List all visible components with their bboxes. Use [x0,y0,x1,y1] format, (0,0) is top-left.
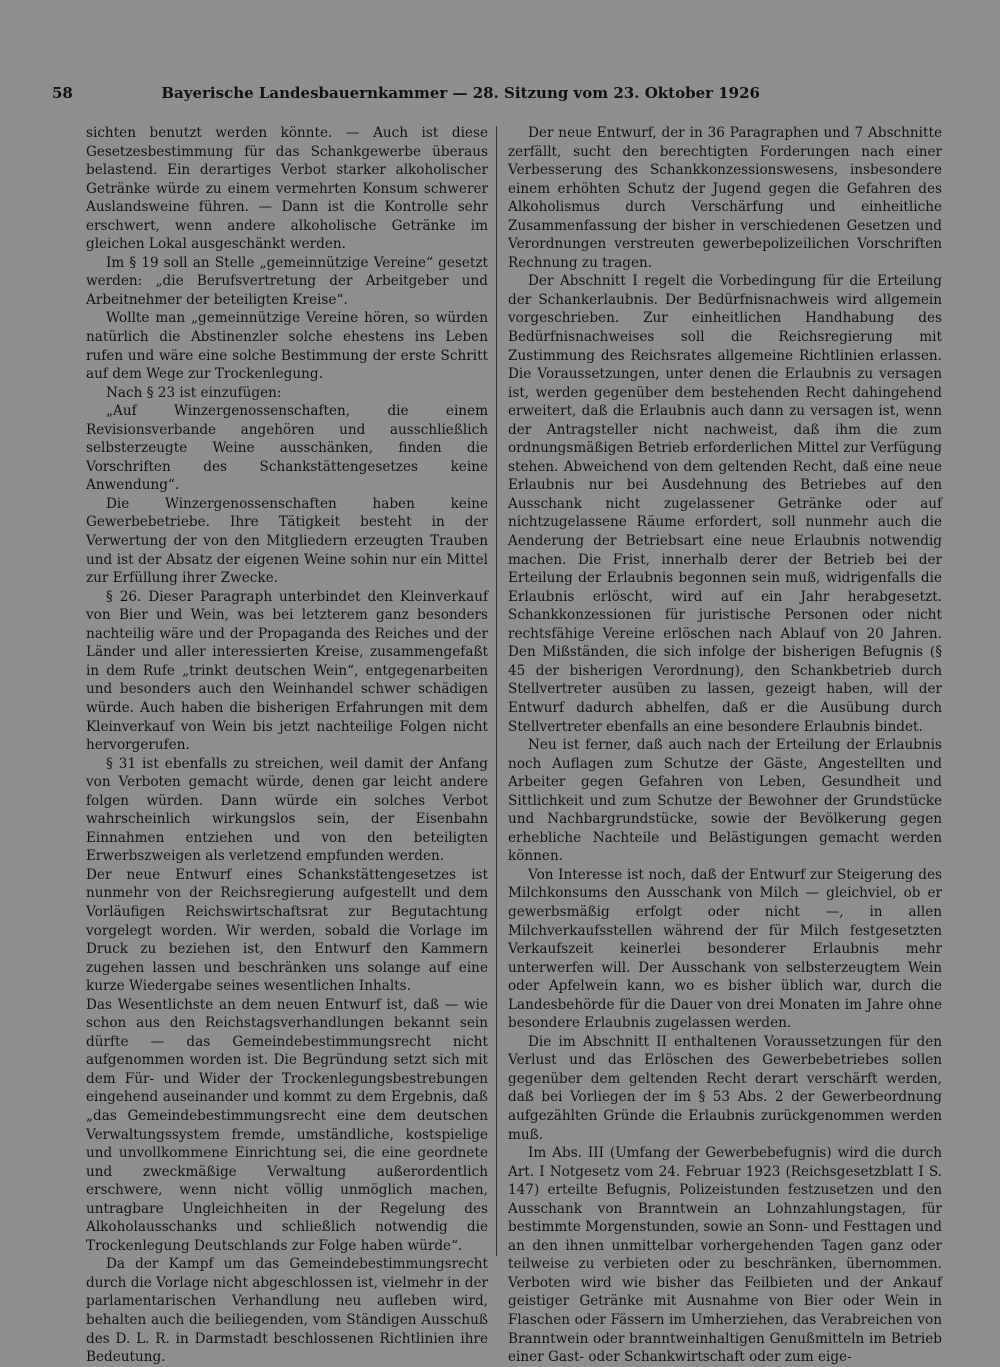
paragraph: Das Wesentlichste an dem neuen Entwurf ist, daß — wie schon aus den Reichstagsverhandlungen bekannt sein dürfte — das Gemeindebestimmungsrecht nicht aufgenommen worden ist. Die Begründung setzt sich mit dem Für- und Wider der Trockenlegungsbestrebungen eingehend auseinander und kommt zu dem Ergebnis, daß „das Gemeindebestimmungsrecht eine dem deutschen Verwaltungssystem fremde, umständliche, kostspielige und unvollkommene Einrichtung sei, die eine geordnete und zweckmäßige Verwaltung außerordentlich erschwere, wenn nicht völlig unmöglich machen, untragbare Ungleichheiten in der Regelung des Alkoholausschanks und schließlich notwendig die Trockenlegung Deutschlands zur Folge haben würde“. [86,996,488,1254]
column-divider [496,126,497,1256]
paragraph: § 26. Dieser Paragraph unterbindet den Kleinverkauf von Bier und Wein, was bei letzterem ganz besonders nachteilig wäre und der Propaganda des Reiches und der Länder und aller interessierten Kreise, zusammengefaßt in dem Rufe „trinkt deutschen Wein“, entgegenarbeiten und besonders auch den Weinhandel schwer schädigen würde. Auch haben die bisherigen Erfahrungen mit dem Kleinverkauf von Wein bis jetzt nachteilige Folgen nicht hervorgerufen. [86,588,488,754]
paragraph: Die im Abschnitt II enthaltenen Voraussetzungen für den Verlust und das Erlöschen des Gewerbebetriebes sollen gegenüber dem geltenden Recht derart verschärft werden, daß bei Vorliegen der im § 53 Abs. 2 der Gewerbeordnung aufgezählten Gründe die Erlaubnis zurückgenommen werden muß. [508,1033,942,1143]
paragraph: Die Winzergenossenschaften haben keine Gewerbebetriebe. Ihre Tätigkeit besteht in der Verwertung der von den Mitgliedern erzeugten Trauben und ist der Absatz der eigenen Weine sohin nur ein Mittel zur Erfüllung ihrer Zwecke. [86,495,488,587]
paragraph: Der neue Entwurf eines Schankstättengesetzes ist nunmehr von der Reichsregierung aufgestellt und dem Vorläufigen Reichswirtschaftsrat zur Begutachtung vorgelegt worden. Wir werden, sobald die Vorlage im Druck zu beziehen ist, den Entwurf den Kammern zugehen lassen und beschränken uns solange auf eine kurze Wiedergabe seines wesentlichen Inhalts. [86,866,488,995]
paragraph: § 31 ist ebenfalls zu streichen, weil damit der Anfang von Verboten gemacht würde, denen gar leicht andere folgen würden. Dann würde ein solches Verbot wahrscheinlich wirkungslos sein, der Eisenbahn Einnahmen entziehen und von den beteiligten Erwerbszweigen als verletzend empfunden werden. [86,755,488,865]
paragraph: Nach § 23 ist einzufügen: [106,384,282,401]
paragraph: Der Abschnitt I regelt die Vorbedingung für die Erteilung der Schankerlaubnis. Der Bedürfnisnachweis wird allgemein vorgeschrieben. Zur einheitlichen Handhabung des Bedürfnisnachweises soll die Reichsregierung mit Zustimmung des Reichsrates allgemeine Richtlinien erlassen. Die Voraussetzungen, unter denen die Erlaubnis zu versagen ist, werden gegenüber dem bestehenden Recht dahingehend erweitert, daß die Erlaubnis auch dann zu versagen ist, wenn der Antragsteller nicht nachweist, daß ihm die zum ordnungsmäßigen Betrieb erforderlichen Mittel zur Verfügung stehen. Abweichend von dem geltenden Recht, daß eine neue Erlaubnis nur bei Ausdehnung des Betriebes auf den Ausschank nicht zugelassener Getränke oder auf nichtzugelassene Räume erfordert, soll nunmehr auch die Aenderung der Betriebsart eine neue Erlaubnis notwendig machen. Die Frist, innerhalb derer der Betrieb bei der Erteilung der Erlaubnis begonnen sein muß, widrigenfalls die Erlaubnis erlöscht, wird auf ein Jahr herabgesetzt. Schankkonzessionen für juristische Personen oder nicht rechtsfähige Vereine erlöschen nach Ablauf von 20 Jahren. Den Mißständen, die sich infolge der bisherigen Befugnis (§ 45 der bisherigen Verordnung), den Schankbetrieb durch Stellvertreter ausüben zu lassen, gezeigt haben, will der Entwurf dadurch abhelfen, daß er die Ausübung durch Stellvertreter ebenfalls an eine besondere Erlaubnis bindet. [508,273,942,735]
paragraph: Wollte man „gemeinnützige Vereine hören, so würden natürlich die Abstinenzler solche ehestens ins Leben rufen und wäre eine solche Bestimmung der erste Schritt auf dem Wege zur Trockenlegung. [86,310,488,383]
paragraph: sichten benutzt werden könnte. — Auch ist diese Gesetzesbestimmung für das Schankgewerbe überaus belastend. Ein derartiges Verbot starker alkoholischer Getränke würde zu einem vermehrten Konsum schwerer Auslandsweine führen. — Dann ist die Kontrolle sehr erschwert, wenn andere alkoholische Getränke im gleichen Lokal ausgeschänkt werden. [86,125,488,253]
paragraph: Da der Kampf um das Gemeindebestimmungsrecht durch die Vorlage nicht abgeschlossen ist, vielmehr in der parlamentarischen Verhandlung neu aufleben wird, behalten auch die beiliegenden, vom Ständigen Ausschuß des D. L. R. in Darmstadt beschlossenen Richtlinien ihre Bedeutung. [86,1256,488,1366]
paragraph: „Auf Winzergenossenschaften, die einem Revisionsverbande angehören und ausschließlich selbsterzeugte Weine ausschänken, finden die Vorschriften des Schankstättengesetzes keine Anwendung“. [86,403,488,494]
paragraph: Neu ist ferner, daß auch nach der Erteilung der Erlaubnis noch Auflagen zum Schutze der Gäste, Angestellten und Arbeiter gegen Gefahren von Leben, Gesundheit und Sittlichkeit und zum Schutze der Bewohner der Grundstücke und Nachbargrundstücke, sowie der Bevölkerung gegen erhebliche Nachteile und Belästigungen gemacht werden können. [508,737,942,865]
paragraph: Im § 19 soll an Stelle „gemeinnützige Vereine“ gesetzt werden: „die Berufsvertretung der Arbeitgeber und Arbeitnehmer der beteiligten Kreise“. [86,254,488,308]
left-column [86,124,488,1367]
paragraph: Der neue Entwurf, der in 36 Paragraphen und 7 Abschnitte zerfällt, sucht den berechtigten Forderungen nach einer Verbesserung des Schankkonzessionswesens, insbesondere einem erhöhten Schutz der Jugend gegen die Gefahren des Alkoholismus durch Verschärfung und einheitliche Zusammenfassung der bisher in verschiedenen Gesetzen und Verordnungen verstreuten gewerbepolizeilichen Vorschriften Rechnung zu tragen. [508,125,942,271]
page-number: 58 [52,84,73,102]
right-column [508,124,942,1367]
paragraph: Im Abs. III (Umfang der Gewerbebefugnis) wird die durch Art. I Notgesetz vom 24. Februar 1923 (Reichsgesetzblatt I S. 147) erteilte Befugnis, Polizeistunden festzusetzen und den Ausschank von Branntwein an Lohnzahlungstagen, für bestimmte Morgenstunden, sowie an Sonn- und Festtagen und an den ihnen unmittelbar vorhergehenden Tagen ganz oder teilweise zu verbieten oder zu beschränken, übernommen. Verboten wird wie bisher das Feilbieten und der Ankauf geistiger Getränke mit Ausnahme von Bier oder Wein in Flaschen oder Fässern im Umherziehen, das Verabreichen von Branntwein oder branntweinhaltigen Genußmitteln im Betrieb einer Gast- oder Schankwirtschaft oder zum eige- [508,1145,942,1366]
running-title: Bayerische Landesbauernkammer — 28. Sitzung vom 23. Oktober 1926 [161,84,760,102]
paragraph: Von Interesse ist noch, daß der Entwurf zur Steigerung des Milchkonsums den Ausschank von Milch — gleichviel, ob er gewerbsmäßig erfolgt oder nicht —, in allen Milchverkaufsstellen während der für Milch festgesetzten Verkaufszeit keinerlei besonderer Erlaubnis mehr unterwerfen will. Der Ausschank von selbsterzeugtem Wein oder Apfelwein kann, wo es bisher üblich war, durch die Landesbehörde für die Dauer von drei Monaten im Jahre ohne besondere Erlaubnis zugelassen werden. [508,866,942,1032]
